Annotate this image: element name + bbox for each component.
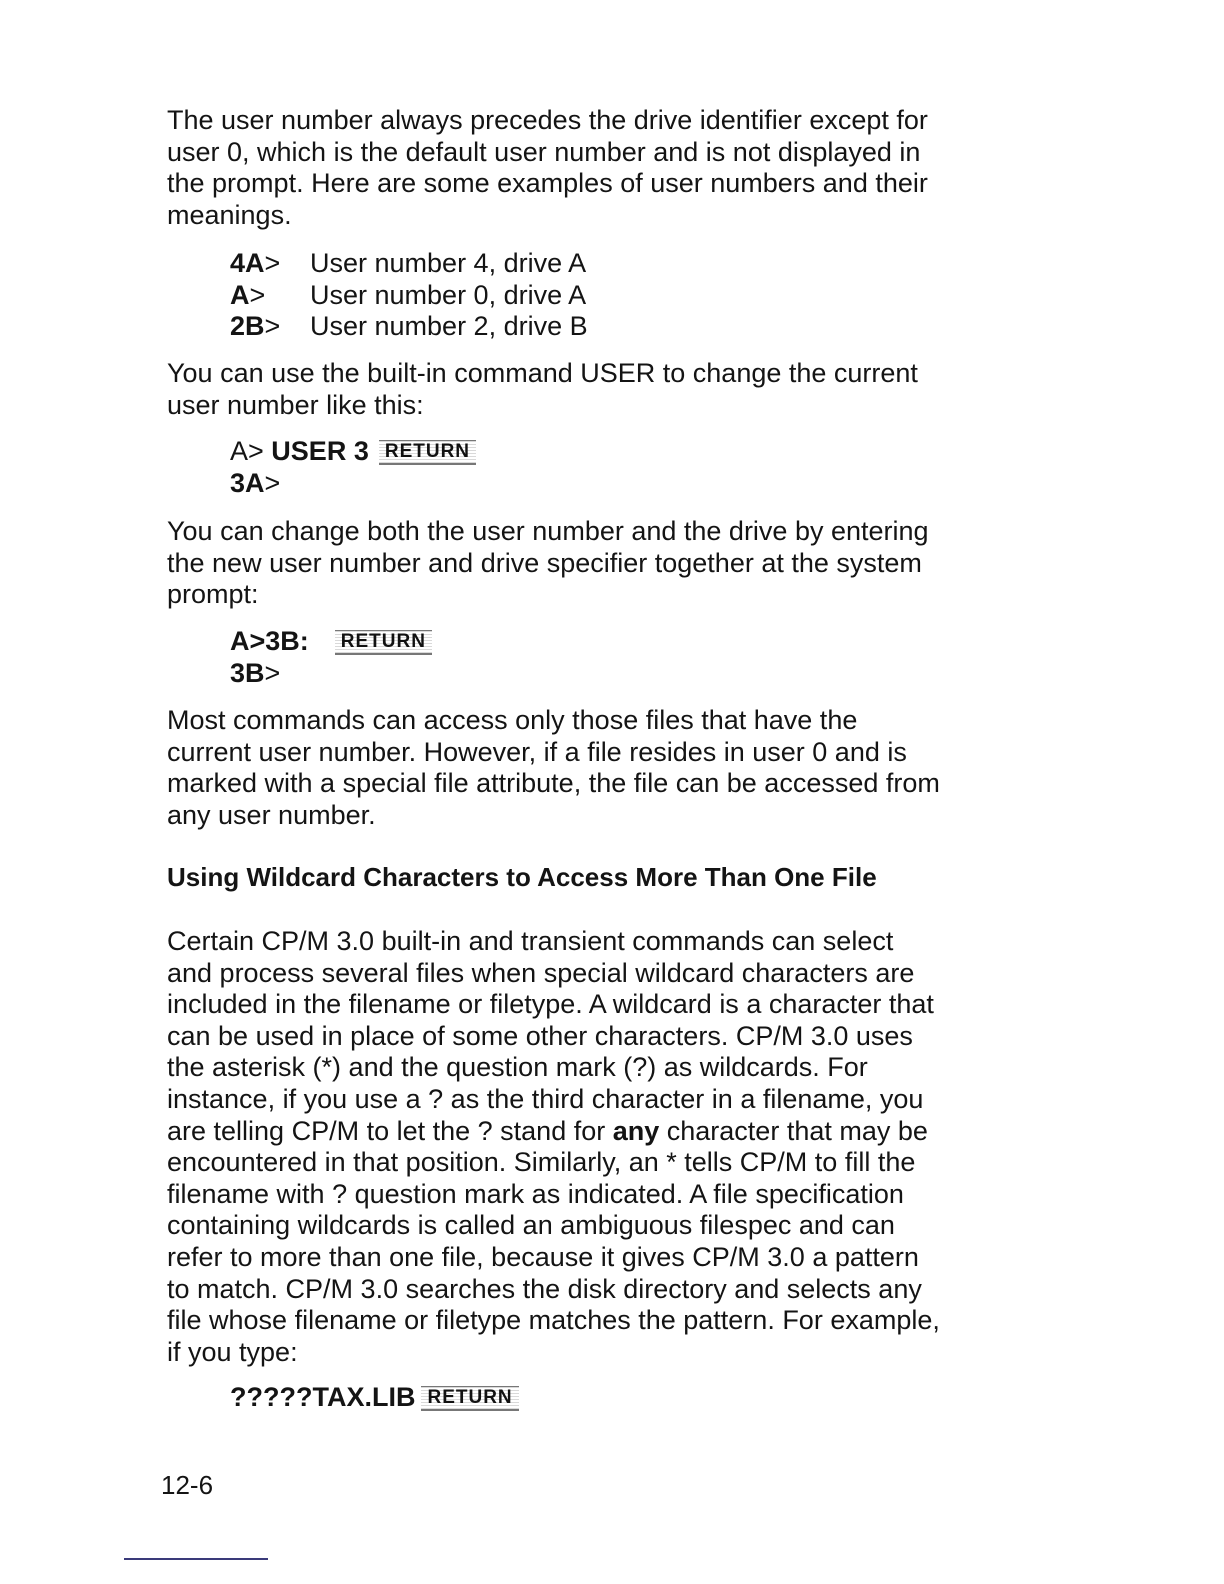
wildcard-text: character that may be: [659, 1115, 928, 1146]
file-access-line: marked with a special file attribute, the file can be accessed from: [167, 768, 940, 799]
user-command-text: USER 3: [271, 436, 369, 466]
prompt-symbol: >: [249, 279, 266, 310]
user-command-line: user number like this:: [167, 389, 424, 420]
wildcard-line: encountered in that position. Similarly, an * tells CP/M to fill the: [167, 1147, 916, 1178]
file-access-line: Most commands can access only those files that have the: [167, 705, 858, 735]
wildcard-command: ?????TAX.LIB: [230, 1382, 416, 1412]
file-access-paragraph: [167, 705, 1007, 831]
emphasis-any: any: [612, 1115, 660, 1146]
intro-line: user 0, which is the default user number and is not displayed in: [167, 136, 921, 167]
wildcard-line: refer to more than one file, because it gives CP/M 3.0 a pattern: [167, 1241, 919, 1272]
wildcard-line: instance, if you use a ? as the third character in a filename, you: [167, 1083, 924, 1114]
intro-line: The user number always precedes the drive identifier except for: [167, 105, 928, 135]
prompt-example-meaning: User number 4, drive A: [310, 248, 587, 278]
drive-change-command: A>3B:: [230, 626, 309, 656]
wildcard-line: [167, 1116, 1007, 1148]
page-number: 12-6: [161, 1470, 214, 1500]
wildcard-line: the asterisk (*) and the question mark (?) as wildcards. For: [167, 1052, 868, 1083]
prompt-example-prompt: 2B: [230, 311, 265, 341]
user-command-paragraph: [167, 358, 1007, 421]
file-access-line: any user number.: [167, 799, 376, 830]
wildcard-line: can be used in place of some other characters. CP/M 3.0 uses: [167, 1020, 913, 1051]
command-result-prompt: 3B: [230, 657, 265, 688]
drive-change-line: prompt:: [167, 579, 259, 610]
prompt-example-prompt: 4A: [230, 248, 265, 278]
prompt-symbol: >: [264, 248, 281, 278]
footer-rule: [124, 1558, 268, 1560]
wildcard-line: filename with ? question mark as indicated. A file specification: [167, 1178, 904, 1209]
prompt-example-prompt: A: [230, 279, 250, 310]
prompt-example-row: [230, 248, 588, 280]
user-command-line: You can use the built-in command USER to change the current: [167, 358, 918, 388]
wildcard-line: Certain CP/M 3.0 built-in and transient commands can select: [167, 926, 894, 956]
wildcard-command-row: [230, 1382, 519, 1414]
prompt-symbol: >: [264, 467, 281, 498]
drive-change-example: [230, 626, 432, 689]
prompt-example-row: [230, 311, 588, 343]
prompt-example-row: [230, 280, 588, 312]
drive-change-command-row: [230, 626, 432, 658]
wildcard-line: containing wildcards is called an ambiguous filespec and can: [167, 1210, 895, 1241]
wildcard-paragraph: [167, 926, 1007, 1368]
drive-change-line: You can change both the user number and the drive by entering: [167, 516, 929, 546]
user-command-result-row: [230, 468, 476, 500]
drive-change-line: the new user number and drive specifier together at the system: [167, 547, 922, 578]
drive-change-result-row: [230, 658, 432, 690]
prompt-example-meaning: User number 0, drive A: [310, 279, 587, 310]
wildcard-line: if you type:: [167, 1336, 298, 1367]
prompt-symbol: >: [264, 311, 281, 341]
wildcard-line: included in the filename or filetype. A wildcard is a character that: [167, 989, 934, 1020]
wildcard-example: [230, 1382, 519, 1414]
intro-paragraph: [167, 105, 1007, 231]
user-command-row: [230, 436, 476, 468]
prompt-examples-list: [230, 248, 588, 343]
command-result-prompt: 3A: [230, 467, 265, 498]
return-key-label: RETURN: [421, 1386, 518, 1411]
intro-line: the prompt. Here are some examples of user numbers and their: [167, 168, 928, 199]
section-heading: Using Wildcard Characters to Access More Than One File: [167, 862, 877, 892]
wildcard-text: are telling CP/M to let the ? stand for: [167, 1115, 613, 1146]
user-command-example: [230, 436, 476, 499]
return-key-label: RETURN: [335, 630, 432, 655]
file-access-line: current user number. However, if a file resides in user 0 and is: [167, 736, 907, 767]
wildcard-line: and process several files when special wildcard characters are: [167, 957, 915, 988]
prompt-example-meaning: User number 2, drive B: [310, 311, 588, 341]
command-prompt: A>: [230, 436, 264, 466]
drive-change-paragraph: [167, 516, 1007, 611]
intro-line: meanings.: [167, 199, 292, 230]
wildcard-line: to match. CP/M 3.0 searches the disk directory and selects any: [167, 1273, 922, 1304]
return-key-label: RETURN: [379, 440, 476, 465]
prompt-symbol: >: [264, 657, 281, 688]
wildcard-line: file whose filename or filetype matches the pattern. For example,: [167, 1305, 940, 1336]
